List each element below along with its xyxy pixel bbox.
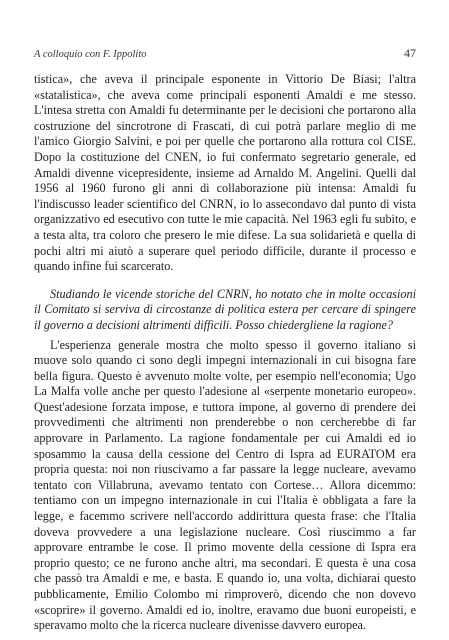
interview-answer: L'esperienza generale mostra che molto spesso il governo italiano si muove solo quando ci sono degli impegni internazionali in cui bisogna fare bella figura. Questo è avvenuto molte volte, per esempio nell'economia; Ugo La Malfa volle anche per questo l'adesione al «serpente monetario europeo». Quest'adesione forzata impose, e tuttora impone, al governo di prendere dei provvedimenti che altrimenti non prenderebbe o non cercherebbe di far approvare in Parlamento. La ragione fondamentale per cui Amaldi ed io sposammo la causa della cessione del Centro di Ispra ad EURATOM era propria questa: noi non riuscivamo a far passare la legge nucleare, avevamo tentato con Villabruna, avevamo tentato con Cortese… Allora dicemmo: tentiamo con un impegno internazionale in cui l'Italia è obbligata a fare la legge, e facemmo scrivere nell'accordo addirittura questa frase: che l'Italia doveva provvedere a una legislazione nucleare. Così riuscimmo a far approvare entrambe le cose. Il primo movente della cessione di Ispra era proprio questo; ce ne furono anche altri, ma secondari. E questa è una cosa che passò tra Amaldi e me, e basta. E quando io, una volta, dichiarai questo pubblicamente, Emilio Colombo mi rimproverò, dicendo che non dovevo «scoprire» il governo. Amaldi ed io, inoltre, eravamo due buoni europeisti, e speravamo molto che la ricerca nucleare divenisse davvero europea. [34,337,416,633]
interview-question: Studiando le vicende storiche del CNRN, ho notato che in molte occasioni il Comitato si serviva di circostanze di politica estera per cercare di spingere il governo a decisioni altrimenti difficili. Posso chiedergliene la ragione? [34,286,416,332]
running-head [34,46,416,61]
page-number: 47 [404,46,416,60]
running-head-title: A colloquio con F. Ippolito [34,49,147,60]
body-text [34,72,416,634]
paragraph-continued: tistica», che aveva il principale esponente in Vittorio De Biasi; l'altra «statalistica», che aveva come principali esponenti Amaldi e me stesso. L'intesa stretta con Amaldi fu determinante per le decisioni che portarono alla costruzione del sincrotrone di Frascati, di cui potrà parlare meglio di me l'amico Giorgio Salvini, e poi per quelle che portarono alla rottura col CISE. Dopo la costituzione del CNEN, io fui confermato segretario generale, ed Amaldi divenne vicepresidente, insieme ad Arnaldo M. Angelini. Quelli dal 1956 al 1960 furono gli anni di collaborazione più intensa: Amaldi fu l'indiscusso leader scientifico del CNRN, io lo assecondavo dal punto di vista organizzativo ed esecutivo con tutte le mie capacità. Nel 1963 egli fu subito, e a testa alta, tra coloro che presero le mie difese. La sua solidarietà e quella di pochi altri mi aiutò a superare quel periodo difficile, durante il processo e quando infine fui scarcerato. [34,72,416,274]
